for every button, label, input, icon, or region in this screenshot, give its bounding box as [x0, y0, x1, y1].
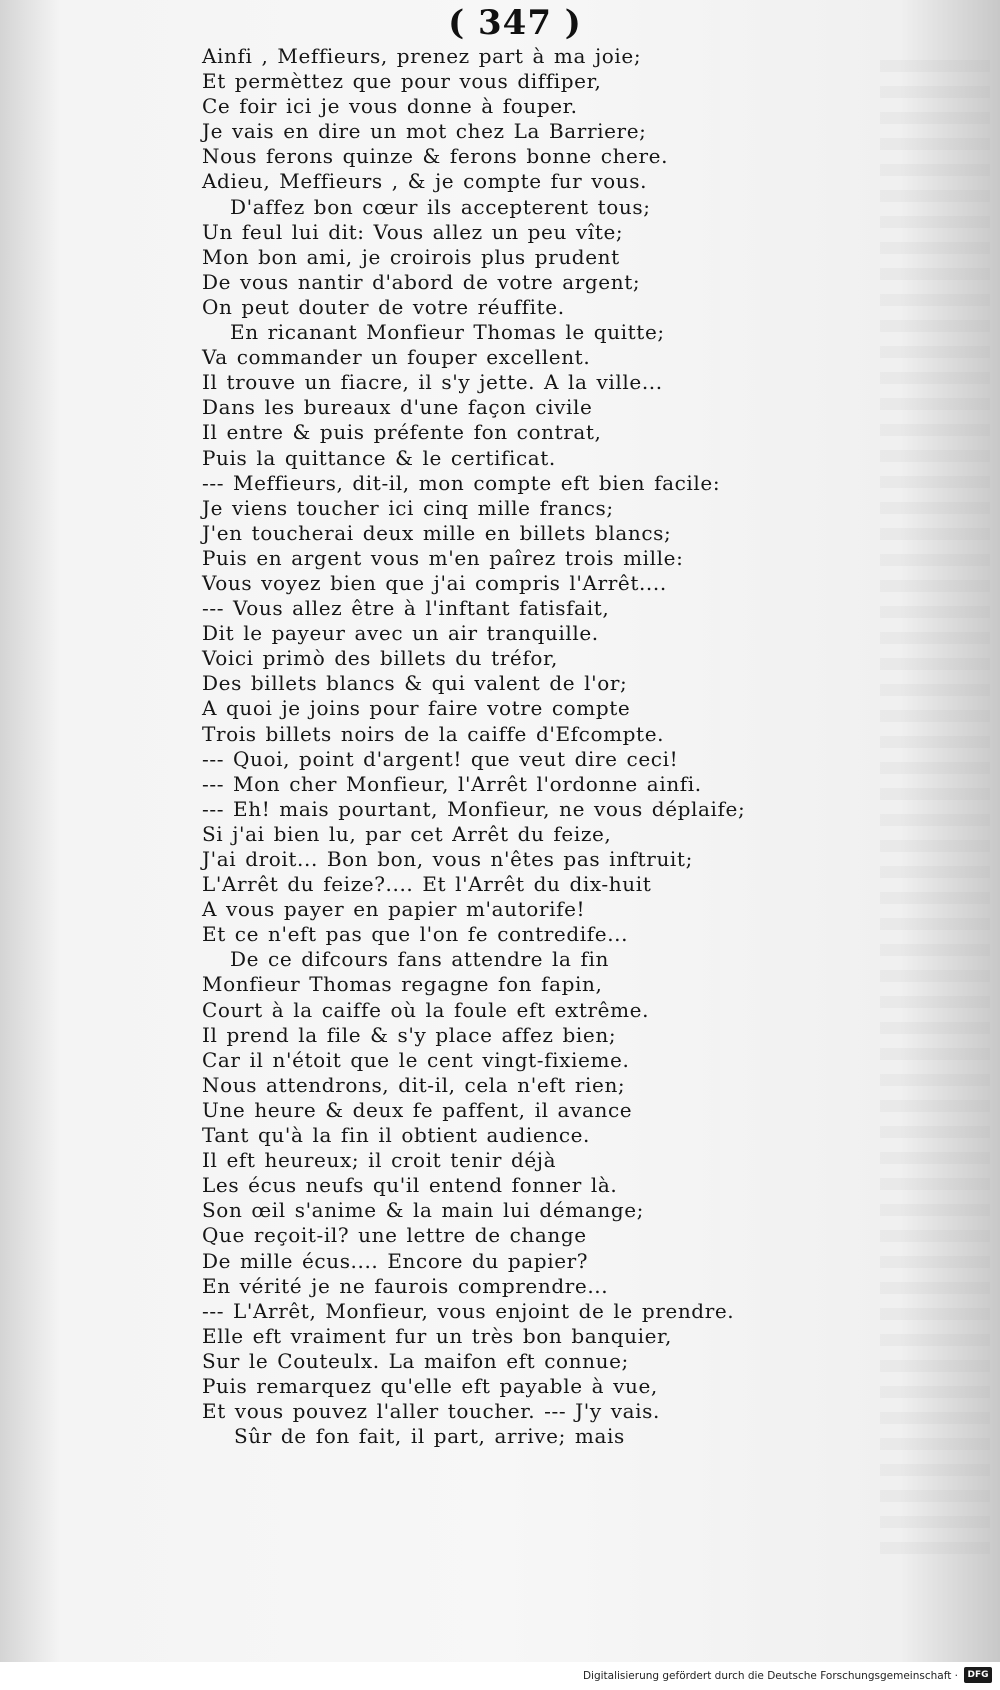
text-line: --- Quoi, point d'argent! que veut dire ceci! [202, 746, 679, 771]
text-line: Vous voyez bien que j'ai compris l'Arrêt.... [202, 570, 667, 595]
text-line: Il entre & puis préfente fon contrat, [202, 420, 602, 445]
text-line: De mille écus.... Encore du papier? [202, 1248, 589, 1273]
text-line: De vous nantir d'abord de votre argent; [202, 269, 641, 294]
text-line: Il eft heureux; il croit tenir déjà [202, 1148, 557, 1173]
text-line: Un feul lui dit: Vous allez un peu vîte; [202, 219, 624, 244]
page-number: ( 347 ) [448, 3, 582, 43]
text-line: Court à la caiffe où la foule eft extrême. [202, 997, 650, 1022]
text-line: Son œil s'anime & la main lui démange; [202, 1198, 645, 1223]
text-line: Et vous pouvez l'aller toucher. --- J'y vais. [202, 1399, 660, 1424]
text-line: Dit le payeur avec un air tranquille. [202, 621, 599, 646]
text-line: Trois billets noirs de la caiffe d'Efcompte. [202, 721, 665, 746]
text-line: Et ce n'eft pas que l'on fe contredife... [202, 922, 629, 947]
text-line: D'affez bon cœur ils accepterent tous; [230, 194, 651, 219]
text-line: Nous attendrons, dit-il, cela n'eft rien; [202, 1072, 626, 1097]
text-line: On peut douter de votre réuffite. [202, 294, 565, 319]
text-line: Les écus neufs qu'il entend fonner là. [202, 1173, 618, 1198]
text-line: Va commander un fouper excellent. [202, 345, 591, 370]
text-line: Adieu, Meffieurs , & je compte fur vous. [202, 169, 648, 194]
text-line: Monfieur Thomas regagne fon fapin, [202, 972, 603, 997]
text-line: Ce foir ici je vous donne à fouper. [202, 94, 578, 119]
text-line: Que reçoit-il? une lettre de change [202, 1223, 587, 1248]
text-line: Mon bon ami, je croirois plus prudent [202, 244, 620, 269]
text-line: Car il n'étoit que le cent vingt-fixieme. [202, 1047, 630, 1072]
text-line: Elle eft vraiment fur un très bon banquier, [202, 1323, 672, 1348]
text-line: --- Mon cher Monfieur, l'Arrêt l'ordonne ainfi. [202, 771, 702, 796]
text-line: En vérité je ne faurois comprendre... [202, 1273, 609, 1298]
poem-text [202, 44, 852, 1449]
dfg-logo: DFG [964, 1667, 992, 1683]
text-line: Puis en argent vous m'en paîrez trois mille: [202, 545, 684, 570]
text-line: Sur le Couteulx. La maifon eft connue; [202, 1348, 629, 1373]
bleed-through [880, 60, 990, 1560]
text-line: Je vais en dire un mot chez La Barriere; [202, 119, 647, 144]
text-line: Nous ferons quinze & ferons bonne chere. [202, 144, 669, 169]
text-line: Il trouve un fiacre, il s'y jette. A la ville... [202, 370, 663, 395]
text-line: Dans les bureaux d'une façon civile [202, 395, 593, 420]
text-line: A vous payer en papier m'autorife! [202, 897, 586, 922]
text-line: --- Eh! mais pourtant, Monfieur, ne vous déplaife; [202, 796, 746, 821]
text-line: Une heure & deux fe paffent, il avance [202, 1097, 633, 1122]
text-line: En ricanant Monfieur Thomas le quitte; [230, 320, 665, 345]
text-line: De ce difcours fans attendre la fin [230, 947, 609, 972]
text-line: J'ai droit... Bon bon, vous n'êtes pas inftruit; [202, 847, 693, 871]
text-line: J'en toucherai deux mille en billets blancs; [202, 520, 672, 545]
text-line: --- Meffieurs, dit-il, mon compte eft bien facile: [202, 470, 721, 495]
text-line: --- L'Arrêt, Monfieur, vous enjoint de le prendre. [202, 1298, 735, 1323]
text-line: --- Vous allez être à l'inftant fatisfait, [202, 596, 610, 621]
text-line: Puis la quittance & le certificat. [202, 445, 556, 470]
footer-credit: Digitalisierung gefördert durch die Deutsche Forschungsgemeinschaft · [582, 1670, 958, 1682]
text-line: Tant qu'à la fin il obtient audience. [202, 1123, 591, 1148]
text-line: Je viens toucher ici cinq mille francs; [202, 495, 614, 520]
text-line: Des billets blancs & qui valent de l'or; [202, 671, 628, 696]
text-line: Si j'ai bien lu, par cet Arrêt du feize, [202, 821, 612, 846]
text-line: L'Arrêt du feize?.... Et l'Arrêt du dix-huit [202, 872, 652, 897]
text-line: Il prend la file & s'y place affez bien; [202, 1022, 617, 1047]
text-line: Ainfi , Meffieurs, prenez part à ma joie; [202, 44, 642, 68]
text-line: Sûr de fon fait, il part, arrive; mais [234, 1424, 625, 1449]
text-line: Et permèttez que pour vous diffiper, [202, 69, 602, 94]
text-line: Puis remarquez qu'elle eft payable à vue, [202, 1373, 658, 1398]
text-line: A quoi je joins pour faire votre compte [202, 696, 631, 721]
text-line: Voici primò des billets du tréfor, [202, 646, 558, 671]
